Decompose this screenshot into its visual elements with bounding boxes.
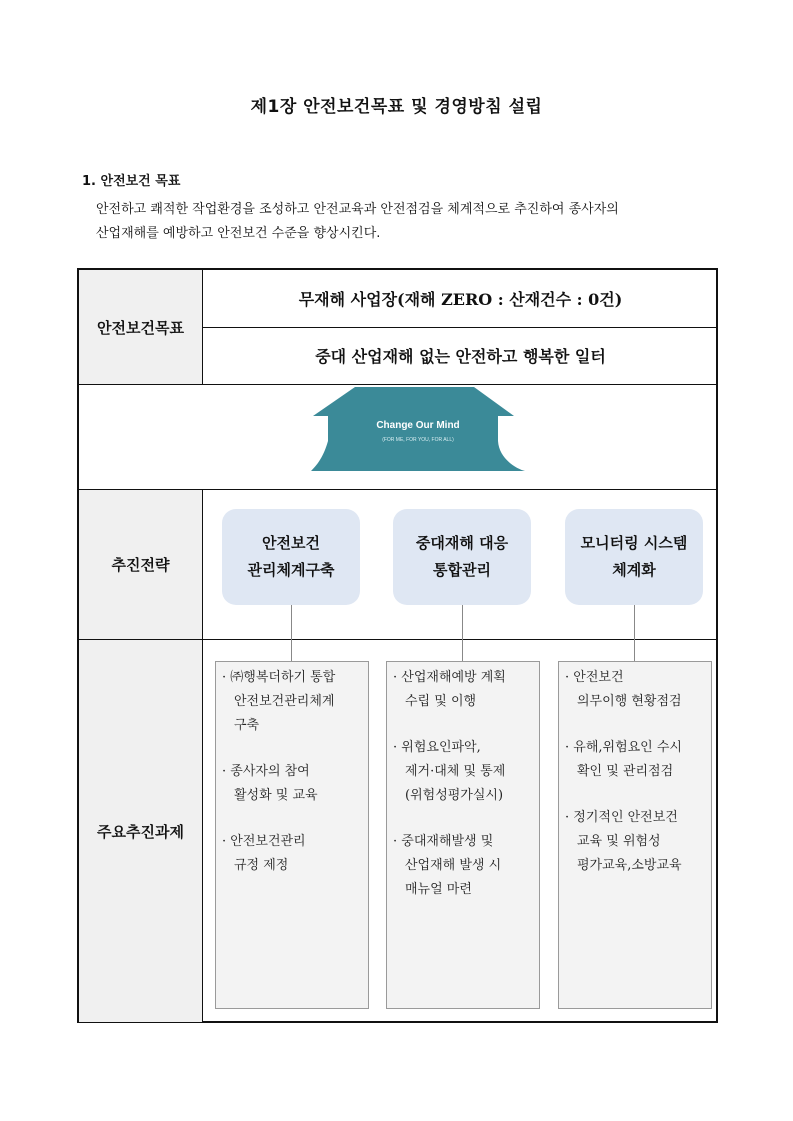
strategy-card-3-line2: 체계화	[612, 561, 656, 579]
task-item: · 위험요인파악, 제거·대체 및 통제 (위험성평가실시)	[393, 740, 506, 803]
strategy-card-3	[565, 509, 703, 605]
tasks-label: 주요추진과제	[97, 822, 184, 841]
strategy-label: 추진전략	[111, 555, 170, 574]
strategy-card-1-line1: 안전보건	[262, 534, 320, 552]
safety-goals-table	[77, 268, 718, 1023]
task-box-2	[386, 661, 540, 1009]
goal-label: 안전보건목표	[97, 318, 184, 337]
banner-main-text: Change Our Mind	[376, 420, 460, 431]
section-heading: 1. 안전보건 목표	[82, 174, 181, 189]
page-title: 제1장 안전보건목표 및 경영방침 설립	[250, 97, 543, 117]
goal-safe-workplace: 중대 산업재해 없는 안전하고 행복한 일터	[315, 347, 606, 366]
task-box-3	[558, 661, 712, 1009]
task-item: · 유해,위험요인 수시 확인 및 관리점검	[565, 740, 682, 779]
task-item: · 정기적인 안전보건 교육 및 위험성 평가교육,소방교육	[565, 810, 682, 873]
connector-line	[462, 605, 463, 661]
intro-line-1: 안전하고 쾌적한 작업환경을 조성하고 안전교육과 안전점검을 체계적으로 추진하여 종사자의	[96, 202, 619, 217]
change-our-mind-banner	[311, 387, 525, 477]
divider	[79, 384, 718, 385]
task-item: · ㈜행복더하기 통합 안전보건관리체계 구축	[222, 670, 336, 733]
strategy-card-2-line1: 중대재해 대응	[415, 534, 509, 552]
connector-line	[291, 605, 292, 661]
divider	[202, 489, 203, 1023]
task-item: · 안전보건관리 규정 제정	[222, 834, 306, 873]
strategy-card-3-line1: 모니터링 시스템	[580, 534, 688, 552]
intro-line-2: 산업재해를 예방하고 안전보건 수준을 향상시킨다.	[96, 226, 381, 241]
task-item: · 안전보건 의무이행 현황점검	[565, 670, 682, 709]
task-box-1	[215, 661, 369, 1009]
strategy-card-2	[393, 509, 531, 605]
task-item: · 중대재해발생 및 산업재해 발생 시 매뉴얼 마련	[393, 834, 502, 897]
strategy-card-2-line2: 통합관리	[433, 561, 491, 579]
goal-zero-accident: 무재해 사업장(재해 ZERO : 산재건수 : 0건)	[298, 290, 623, 309]
task-item: · 종사자의 참여 활성화 및 교육	[222, 764, 318, 803]
strategy-card-1	[222, 509, 360, 605]
connector-line	[634, 605, 635, 661]
strategy-card-1-line2: 관리체계구축	[247, 561, 335, 579]
banner-sub-text: (FOR ME, FOR YOU, FOR ALL)	[382, 437, 454, 443]
task-item: · 산업재해예방 계획 수립 및 이행	[393, 670, 506, 709]
